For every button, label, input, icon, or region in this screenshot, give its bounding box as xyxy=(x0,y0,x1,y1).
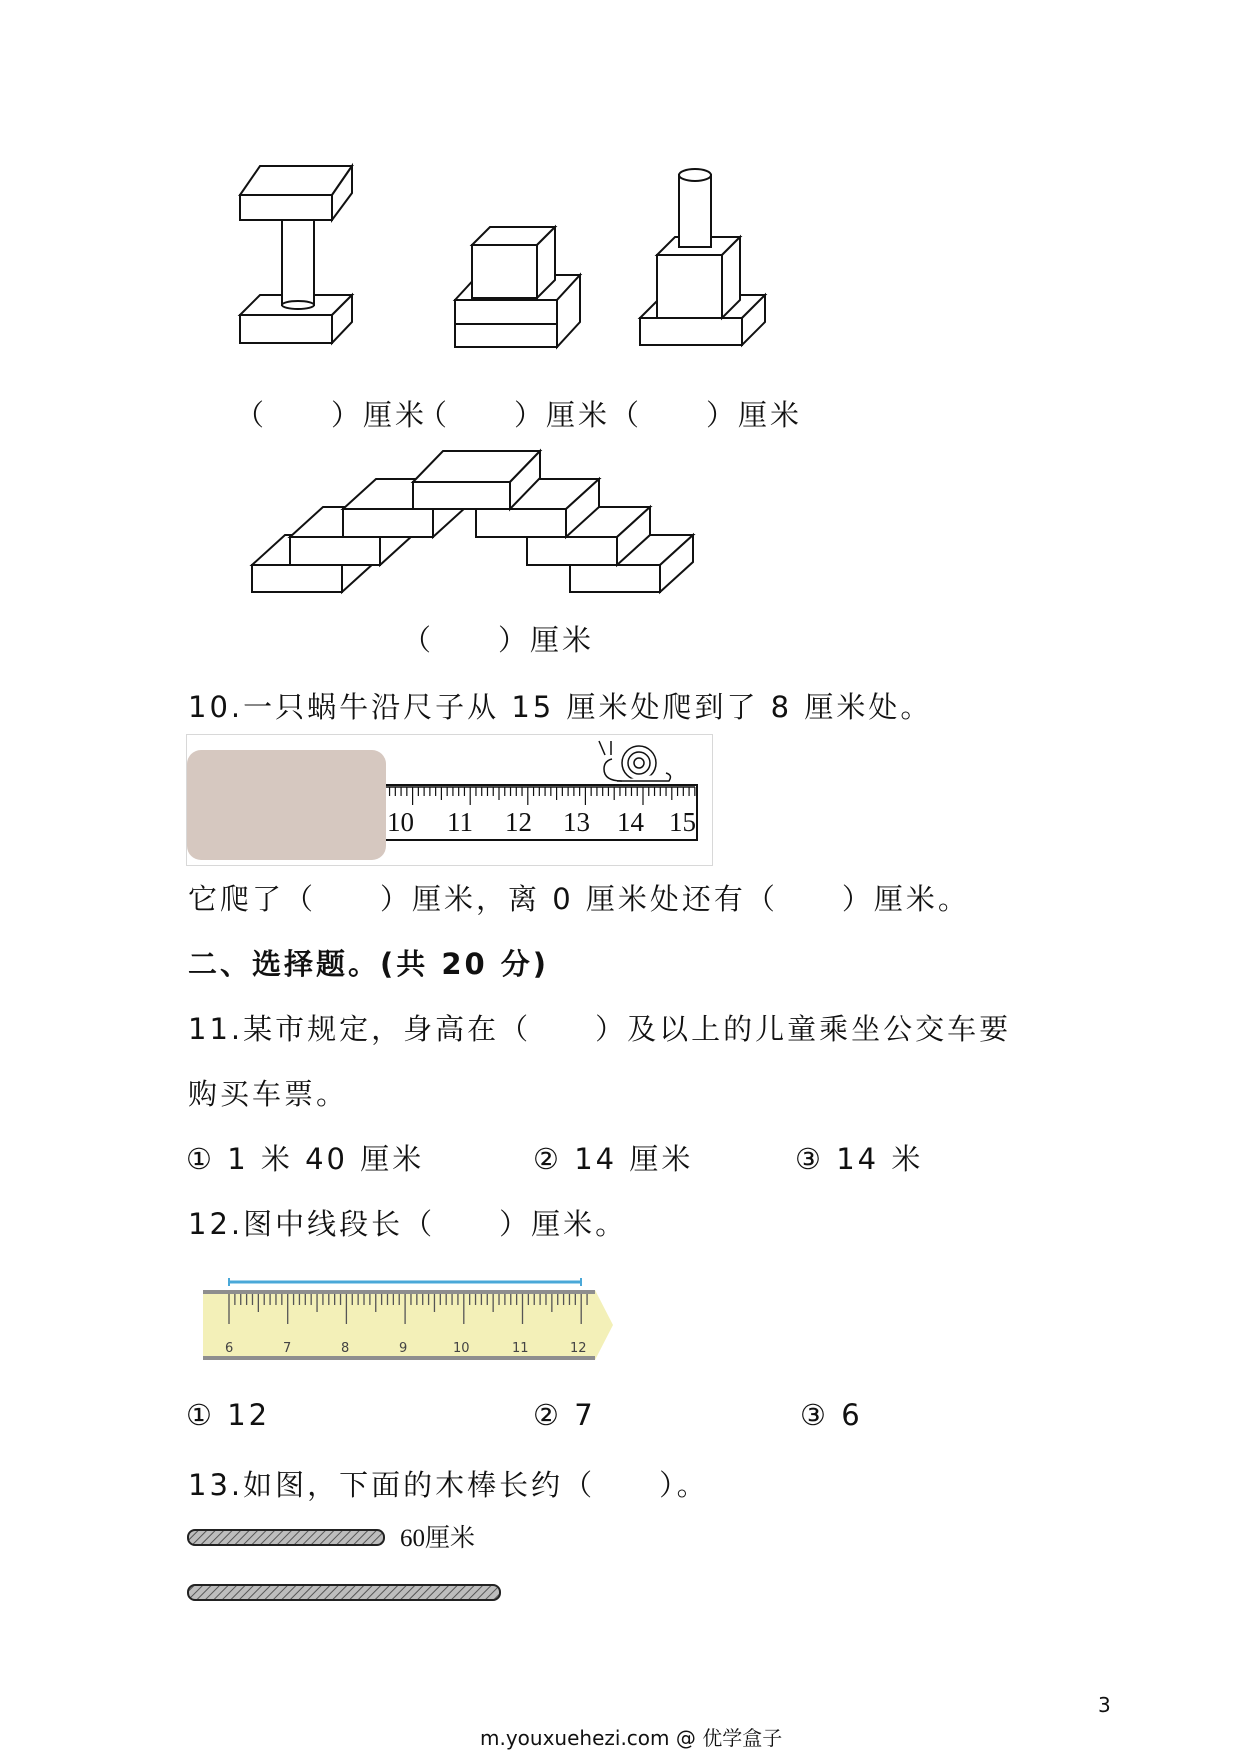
q12-option-3: ③ 6 xyxy=(800,1398,863,1432)
q11-question-line-1: 11.某市规定，身高在（ ）及以上的儿童乘坐公交车要 xyxy=(188,1012,1012,1046)
q10-tick-label-15: 15 xyxy=(669,807,696,837)
q12-tick-label-7: 7 xyxy=(283,1341,292,1356)
q10-tick-label-12: 12 xyxy=(505,807,532,837)
q11-question-line-2: 购买车票。 xyxy=(188,1077,349,1111)
q10-question: 10.一只蜗牛沿尺子从 15 厘米处爬到了 8 厘米处。 xyxy=(188,690,933,724)
q13-stick-label: 60厘米 xyxy=(400,1525,476,1552)
figure-3-answer-label: （ ）厘米 xyxy=(610,398,803,432)
redaction-block xyxy=(187,750,386,860)
q12-option-1: ① 12 xyxy=(186,1398,271,1432)
figure-i-shape-solid xyxy=(230,155,370,355)
q10-answer-line: 它爬了（ ）厘米，离 0 厘米处还有（ ）厘米。 xyxy=(188,882,970,916)
q12-tick-label-10: 10 xyxy=(453,1341,470,1356)
q12-option-2: ② 7 xyxy=(533,1398,596,1432)
q12-tick-label-11: 11 xyxy=(512,1341,529,1356)
page-number: 3 xyxy=(1098,1693,1111,1717)
long-stick xyxy=(188,1585,500,1600)
q11-option-1: ① 1 米 40 厘米 xyxy=(186,1142,425,1176)
figure-1-answer-label: （ ）厘米 xyxy=(235,398,428,432)
q13-question: 13.如图，下面的木棒长约（ ）。 xyxy=(188,1468,709,1502)
q11-option-2: ② 14 厘米 xyxy=(533,1142,694,1176)
footer-source: m.youxuehezi.com @ 优学盒子 xyxy=(480,1726,783,1750)
q10-tick-label-10: 10 xyxy=(387,807,414,837)
section-2-title: 二、选择题。(共 20 分) xyxy=(188,947,550,981)
figure-cylinder-cube-slab xyxy=(635,165,775,365)
q12-tick-label-6: 6 xyxy=(225,1341,234,1356)
q12-tick-label-8: 8 xyxy=(341,1341,350,1356)
q12-ruler xyxy=(203,1275,613,1370)
q12-ruler-figure xyxy=(203,1275,613,1370)
q10-tick-label-13: 13 xyxy=(563,807,590,837)
q12-question: 12.图中线段长（ ）厘米。 xyxy=(188,1207,628,1241)
figure-brick-arch xyxy=(250,445,710,605)
figure-cube-on-slabs xyxy=(450,225,590,365)
q10-ruler-frame xyxy=(186,734,713,866)
short-stick xyxy=(188,1530,384,1545)
q12-tick-label-9: 9 xyxy=(399,1341,408,1356)
q10-tick-label-14: 14 xyxy=(617,807,644,837)
q12-tick-label-12: 12 xyxy=(570,1341,587,1356)
figure-4-answer-label: （ ）厘米 xyxy=(402,623,595,657)
figure-2-answer-label: （ ）厘米 xyxy=(418,398,611,432)
snail-icon xyxy=(599,741,670,781)
q11-option-3: ③ 14 米 xyxy=(795,1142,924,1176)
q10-tick-label-11: 11 xyxy=(447,807,473,837)
